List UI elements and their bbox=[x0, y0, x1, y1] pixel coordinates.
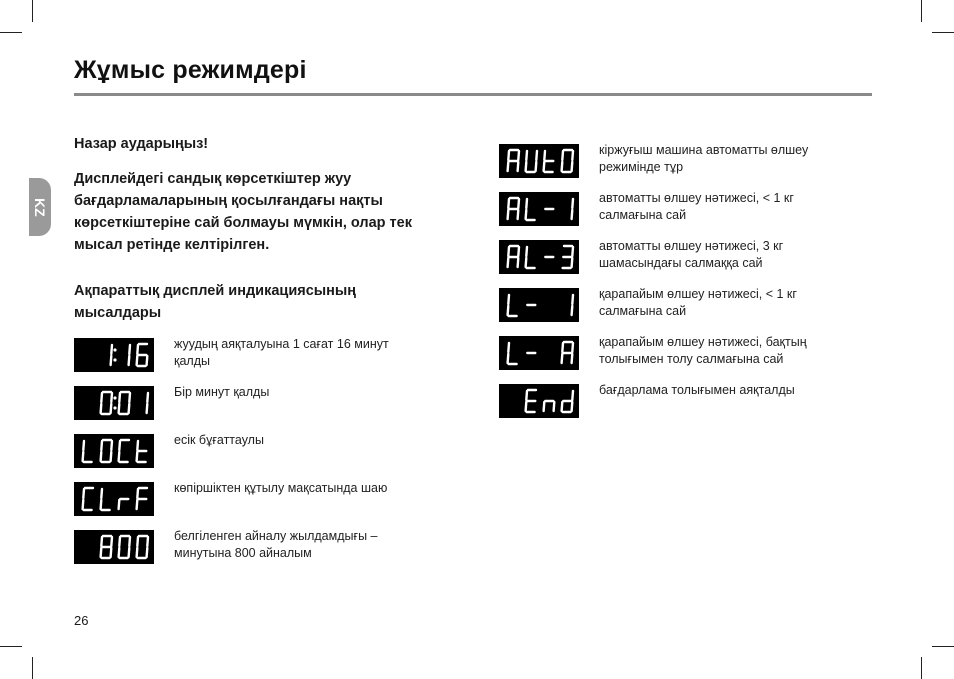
display-code-glyphs bbox=[78, 534, 150, 560]
display-code-glyphs bbox=[78, 486, 150, 512]
display-description: кіржуғыш машина автоматты өлшеу режимінде тұр bbox=[599, 143, 809, 174]
segment-glyph bbox=[544, 151, 554, 172]
segment-glyph bbox=[119, 499, 129, 509]
segment-glyph bbox=[526, 199, 535, 220]
display-screen bbox=[499, 192, 579, 226]
segment-glyph bbox=[101, 489, 110, 510]
crop-mark bbox=[921, 0, 922, 22]
display-code-glyphs bbox=[503, 292, 575, 318]
colon-dot bbox=[113, 358, 116, 361]
crop-mark bbox=[0, 646, 22, 647]
colon-dot bbox=[113, 396, 116, 399]
display-code-glyphs bbox=[78, 390, 150, 416]
segment-glyph bbox=[562, 150, 573, 172]
segment-glyph bbox=[526, 247, 535, 268]
page-title: Жұмыс режимдері bbox=[74, 56, 307, 84]
segment-glyph bbox=[544, 401, 555, 411]
language-tab-label: KZ bbox=[32, 197, 48, 217]
display-description: автоматты өлшеу нәтижесі, < 1 кг салмағына сай bbox=[599, 191, 794, 222]
display-example bbox=[499, 336, 849, 370]
display-description: жуудың аяқталуына 1 сағат 16 минут қалды bbox=[174, 337, 389, 368]
display-screen bbox=[74, 434, 154, 468]
segment-glyph bbox=[111, 345, 112, 365]
segment-glyph bbox=[83, 488, 93, 510]
display-example bbox=[74, 482, 414, 516]
segment-glyph bbox=[572, 199, 573, 219]
display-description: есік бұғаттаулы bbox=[174, 433, 264, 447]
display-description: Бір минут қалды bbox=[174, 385, 270, 399]
crop-mark bbox=[921, 657, 922, 679]
segment-glyph bbox=[508, 343, 517, 364]
display-example bbox=[74, 434, 414, 468]
display-screen bbox=[74, 386, 154, 420]
segment-glyph bbox=[508, 150, 519, 171]
segment-glyph bbox=[563, 246, 573, 268]
display-code-glyphs bbox=[503, 340, 575, 366]
display-example bbox=[74, 386, 414, 420]
segment-glyph bbox=[101, 536, 112, 558]
segment-glyph bbox=[526, 390, 536, 412]
segment-glyph bbox=[508, 246, 519, 267]
segment-glyph bbox=[101, 392, 112, 414]
display-code-glyphs bbox=[78, 438, 150, 464]
display-example bbox=[499, 192, 849, 226]
crop-mark bbox=[932, 32, 954, 33]
display-description: бағдарлама толығымен аяқталды bbox=[599, 383, 795, 397]
crop-mark bbox=[932, 646, 954, 647]
display-screen bbox=[499, 240, 579, 274]
note-section bbox=[74, 134, 434, 324]
display-code-glyphs bbox=[503, 196, 575, 222]
segment-glyph bbox=[508, 295, 517, 316]
display-example bbox=[74, 338, 414, 372]
segment-glyph bbox=[137, 344, 148, 366]
display-screen bbox=[499, 384, 579, 418]
segment-glyph bbox=[572, 295, 573, 315]
title-divider bbox=[74, 93, 872, 96]
display-code-glyphs bbox=[503, 244, 575, 270]
colon-dot bbox=[113, 406, 116, 409]
segment-glyph bbox=[119, 392, 130, 414]
display-screen bbox=[499, 336, 579, 370]
note-title: Назар аударыңыз! bbox=[74, 136, 209, 152]
crop-mark bbox=[0, 32, 22, 33]
display-description: автоматты өлшеу нәтижесі, 3 кг шамасындағы салмаққа сай bbox=[599, 239, 784, 270]
display-example bbox=[499, 240, 849, 274]
display-screen bbox=[74, 530, 154, 564]
colon-dot bbox=[113, 348, 116, 351]
display-description: белгіленген айналу жылдамдығы – минутына 800 айналым bbox=[174, 529, 378, 560]
display-code-glyphs bbox=[503, 388, 575, 414]
segment-glyph bbox=[147, 393, 148, 413]
segment-glyph bbox=[119, 440, 129, 462]
display-example bbox=[499, 288, 849, 322]
segment-glyph bbox=[137, 441, 147, 462]
display-example bbox=[499, 384, 849, 418]
crop-mark bbox=[32, 657, 33, 679]
segment-glyph bbox=[562, 342, 573, 363]
segment-glyph bbox=[137, 536, 148, 558]
display-code-glyphs bbox=[503, 148, 575, 174]
language-tab bbox=[29, 178, 51, 236]
segment-glyph bbox=[101, 440, 112, 462]
display-description: қарапайым өлшеу нәтижесі, < 1 кг салмағына сай bbox=[599, 287, 797, 318]
display-code-glyphs bbox=[78, 342, 150, 368]
segment-glyph bbox=[508, 198, 519, 219]
segment-glyph bbox=[83, 441, 92, 462]
examples-title: Ақпараттық дисплей индикациясының мысалдары bbox=[74, 283, 357, 321]
segment-glyph bbox=[526, 151, 537, 172]
display-description: қарапайым өлшеу нәтижесі, бақтың толығымен толу салмағына сай bbox=[599, 335, 807, 366]
segment-glyph bbox=[119, 536, 130, 558]
display-screen bbox=[74, 338, 154, 372]
page-number: 26 bbox=[74, 613, 89, 628]
note-body: Дисплейдегі сандық көрсеткіштер жуу бағдарламаларының қосылғандағы нақты көрсеткіштеріне сай болмауы мүмкін, олар тек мысал ретінде келтірілген. bbox=[74, 171, 412, 253]
display-example bbox=[74, 530, 414, 564]
display-description: көпіршіктен құтылу мақсатында шаю bbox=[174, 481, 388, 495]
display-screen bbox=[499, 288, 579, 322]
display-example bbox=[499, 144, 849, 178]
segment-glyph bbox=[129, 345, 130, 365]
display-screen bbox=[499, 144, 579, 178]
segment-glyph bbox=[562, 391, 573, 412]
display-screen bbox=[74, 482, 154, 516]
segment-glyph bbox=[137, 488, 147, 509]
crop-mark bbox=[32, 0, 33, 22]
